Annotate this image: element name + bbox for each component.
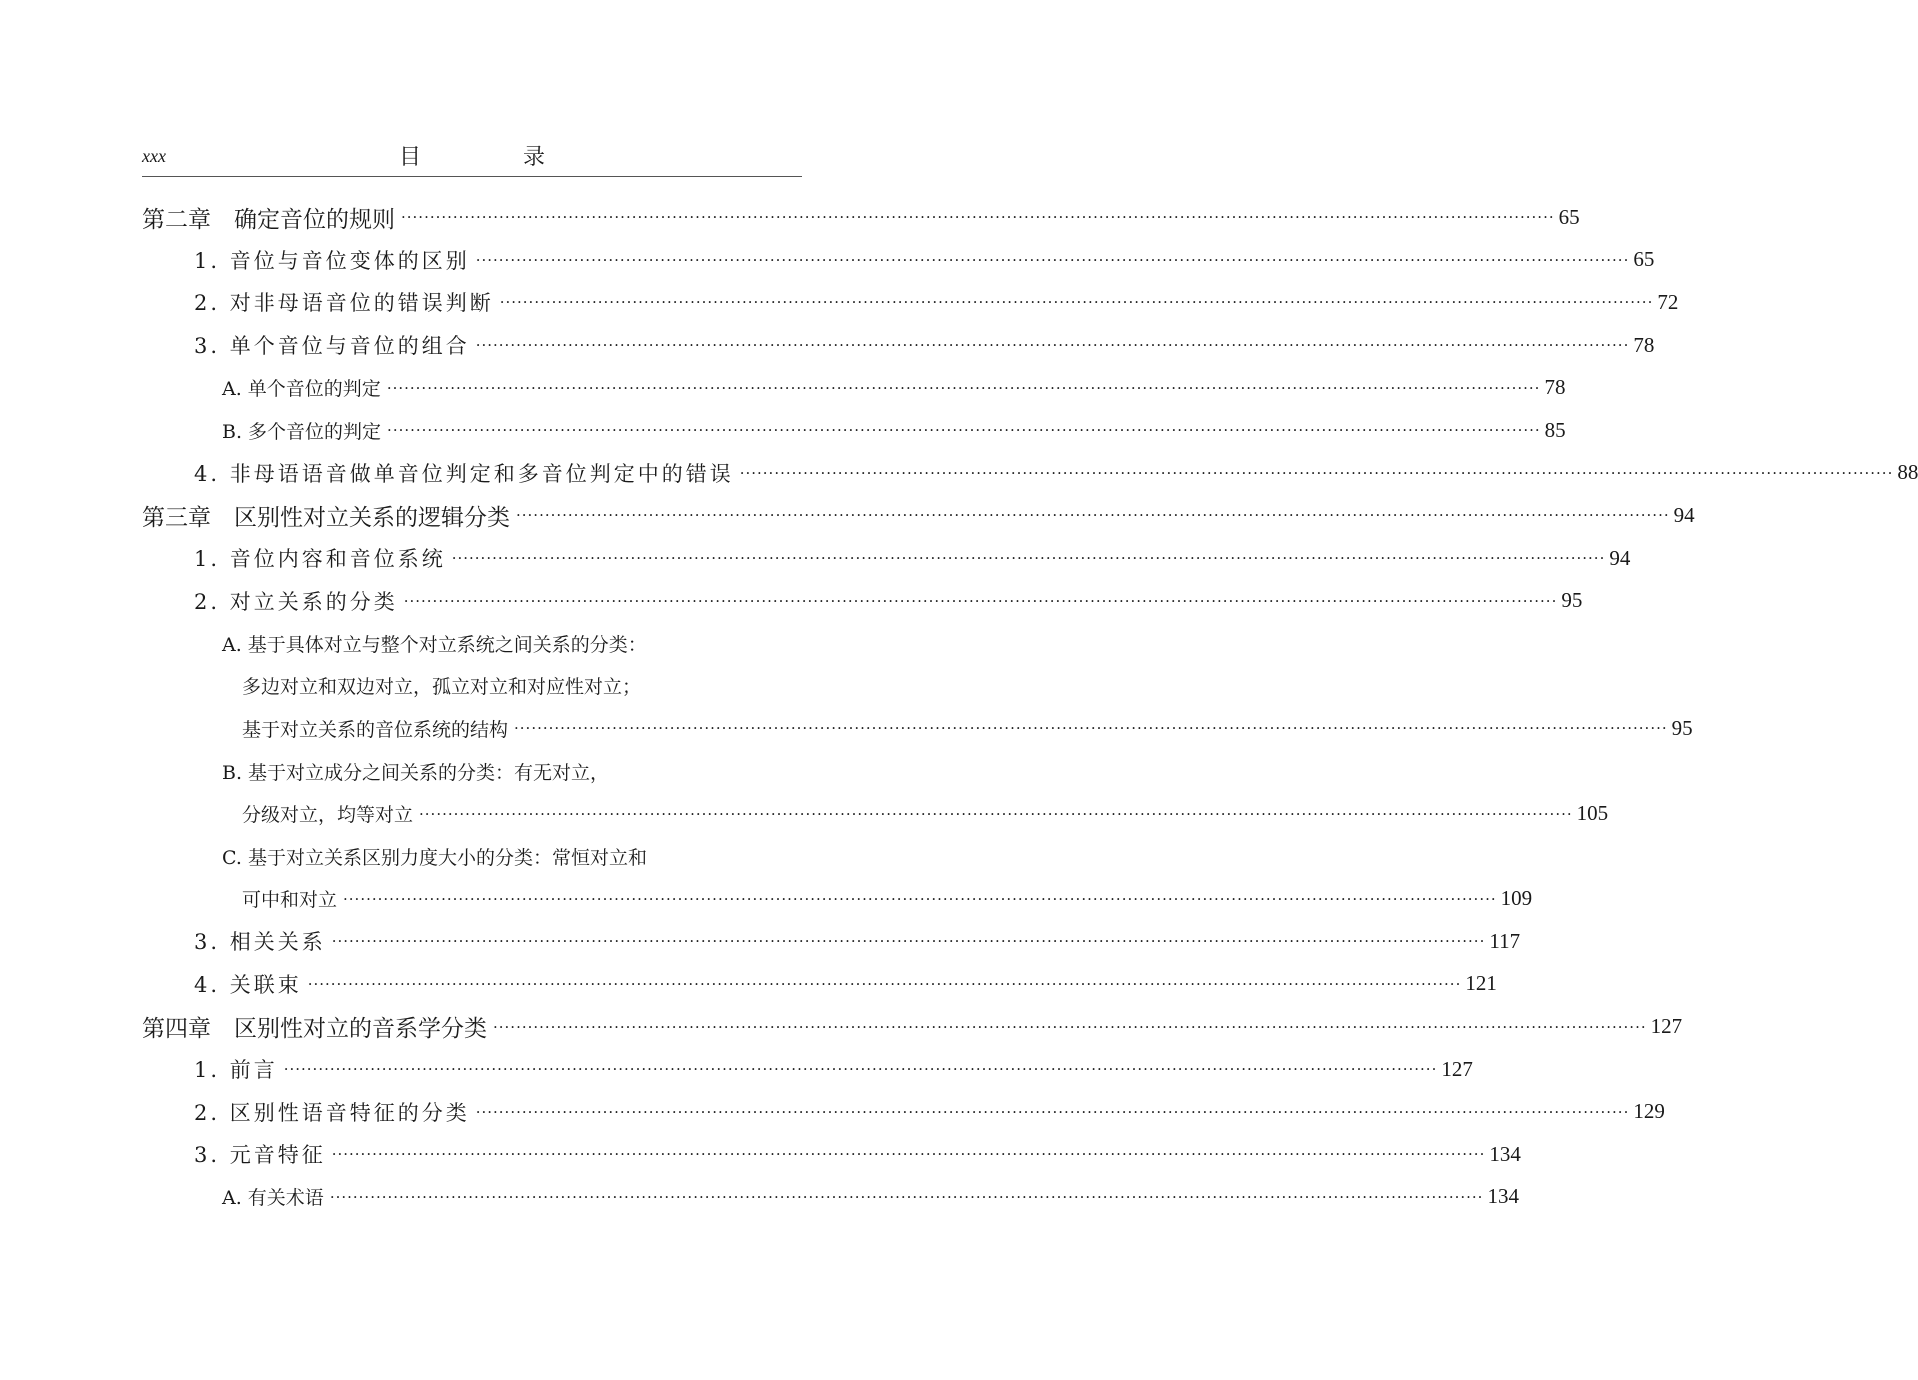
toc-page-number: 94 <box>1609 545 1631 570</box>
toc-entry-title: A. 单个音位的判定 <box>222 378 381 401</box>
dot-leader: ········································································································································································································ <box>283 1060 1438 1079</box>
toc-entry-title: 2. 区别性语音特征的分类 <box>194 1100 470 1125</box>
dot-leader: ········································································································································································································ <box>307 974 1462 993</box>
page-number: xxx <box>142 146 166 166</box>
dot-leader: ········································································································································································································ <box>475 250 1630 269</box>
toc-entry-title: A. 基于具体对立与整个对立系统之间关系的分类： <box>222 633 647 656</box>
toc-entry-title: 1. 音位内容和音位系统 <box>194 547 446 572</box>
toc-entry[interactable] <box>142 196 1580 239</box>
toc-entry[interactable] <box>142 878 1533 921</box>
toc-page-number: 129 <box>1633 1099 1665 1124</box>
dot-leader: ········································································································································································································ <box>451 549 1606 568</box>
dot-leader: ········································································································································································································ <box>329 1187 1484 1206</box>
toc-entry-title: 2. 对立关系的分类 <box>194 589 398 614</box>
toc-page-number: 109 <box>1500 886 1533 911</box>
running-title: 目 录 <box>398 145 585 170</box>
toc-entry-title: 2. 对非母语音位的错误判断 <box>194 291 494 316</box>
dot-leader: ········································································································································································································ <box>331 932 1486 951</box>
toc-entry[interactable] <box>142 1090 1665 1133</box>
dot-leader: ········································································································································································································ <box>386 378 1541 397</box>
toc-entry-title: 4. 非母语语音做单音位判定和多音位判定中的错误 <box>194 461 734 486</box>
toc-page-number: 65 <box>1633 247 1655 272</box>
toc-entry-title: 基于对立关系的音位系统的结构 <box>242 718 509 741</box>
toc-entry-title: 多边对立和双边对立，孤立对立和对应性对立； <box>242 676 642 699</box>
toc-entry-title: 3. 单个音位与音位的组合 <box>194 334 470 359</box>
toc-entry-title: 1. 音位与音位变体的区别 <box>194 248 470 273</box>
dot-leader: ········································································································································································································ <box>387 421 1541 440</box>
toc-page-number: 78 <box>1633 332 1655 357</box>
dot-leader: ········································································································································································································ <box>739 463 1894 482</box>
toc-page-number: 72 <box>1657 289 1679 314</box>
toc-entry-title: A. 有关术语 <box>222 1187 324 1210</box>
toc-entry-title: 3. 相关关系 <box>194 930 326 955</box>
dot-leader: ········································································································································································································ <box>499 293 1654 312</box>
dot-leader: ········································································································································································································ <box>475 1102 1630 1121</box>
toc-entry[interactable] <box>142 579 1583 622</box>
toc-page-number: 127 <box>1441 1056 1473 1081</box>
toc-page-number: 105 <box>1576 801 1609 826</box>
toc-page-number: 117 <box>1489 928 1521 953</box>
toc-entry-title: B. 基于对立成分之间关系的分类：有无对立， <box>222 761 610 784</box>
toc-entry-title: C. 基于对立关系区别力度大小的分类：常恒对立和 <box>222 846 647 869</box>
dot-leader: ········································································································································································································ <box>419 804 1573 823</box>
toc-entry[interactable] <box>142 1005 1683 1048</box>
toc-entry[interactable] <box>142 281 1679 324</box>
table-of-contents <box>142 196 1918 1218</box>
dot-leader: ········································································································································································································ <box>516 506 1670 525</box>
toc-entry[interactable] <box>142 665 802 708</box>
toc-entry-title: 第三章 区别性对立关系的逻辑分类 <box>142 504 510 531</box>
dot-leader: ········································································································································································································ <box>403 591 1558 610</box>
toc-entry-title: 1. 前言 <box>194 1058 278 1083</box>
toc-entry[interactable] <box>142 324 1655 367</box>
toc-entry[interactable] <box>142 750 802 793</box>
toc-entry[interactable] <box>142 1176 1519 1219</box>
toc-entry[interactable] <box>142 366 1566 409</box>
dot-leader: ········································································································································································································ <box>343 889 1497 908</box>
toc-entry-title: B. 多个音位的判定 <box>222 420 382 443</box>
toc-entry-title: 可中和对立 <box>242 889 338 912</box>
running-header <box>142 140 802 177</box>
toc-page-number: 134 <box>1487 1184 1519 1209</box>
toc-entry[interactable] <box>142 537 1631 580</box>
toc-entry[interactable] <box>142 452 1918 495</box>
toc-entry-title: 分级对立，均等对立 <box>242 804 414 827</box>
toc-entry[interactable] <box>142 1048 1473 1091</box>
toc-page-number: 127 <box>1650 1014 1683 1039</box>
toc-entry[interactable] <box>142 835 802 878</box>
toc-entry[interactable] <box>142 622 802 665</box>
toc-entry[interactable] <box>142 239 1655 282</box>
toc-entry-title: 3. 元音特征 <box>194 1143 326 1168</box>
dot-leader: ········································································································································································································ <box>401 208 1555 227</box>
toc-entry[interactable] <box>142 792 1609 835</box>
toc-entry[interactable] <box>142 963 1497 1006</box>
dot-leader: ········································································································································································································ <box>493 1017 1647 1036</box>
toc-entry[interactable] <box>142 409 1566 452</box>
toc-entry[interactable] <box>142 494 1695 537</box>
toc-entry-title: 第四章 区别性对立的音系学分类 <box>142 1016 487 1043</box>
toc-page-number: 88 <box>1897 460 1918 485</box>
toc-page-number: 94 <box>1673 502 1695 527</box>
toc-entry[interactable] <box>142 1133 1521 1176</box>
toc-page-number: 95 <box>1671 715 1693 740</box>
toc-entry-title: 第二章 确定音位的规则 <box>142 206 395 233</box>
toc-page-number: 65 <box>1558 204 1580 229</box>
toc-page-number: 134 <box>1489 1141 1521 1166</box>
dot-leader: ········································································································································································································ <box>514 719 1668 738</box>
toc-entry-title: 4. 关联束 <box>194 972 302 997</box>
toc-page-number: 78 <box>1544 375 1566 400</box>
toc-page-number: 95 <box>1561 588 1583 613</box>
toc-page-number: 121 <box>1465 971 1497 996</box>
toc-page-number: 85 <box>1544 417 1566 442</box>
dot-leader: ········································································································································································································ <box>331 1145 1486 1164</box>
dot-leader: ········································································································································································································ <box>475 336 1630 355</box>
toc-entry[interactable] <box>142 707 1693 750</box>
toc-entry[interactable] <box>142 920 1521 963</box>
